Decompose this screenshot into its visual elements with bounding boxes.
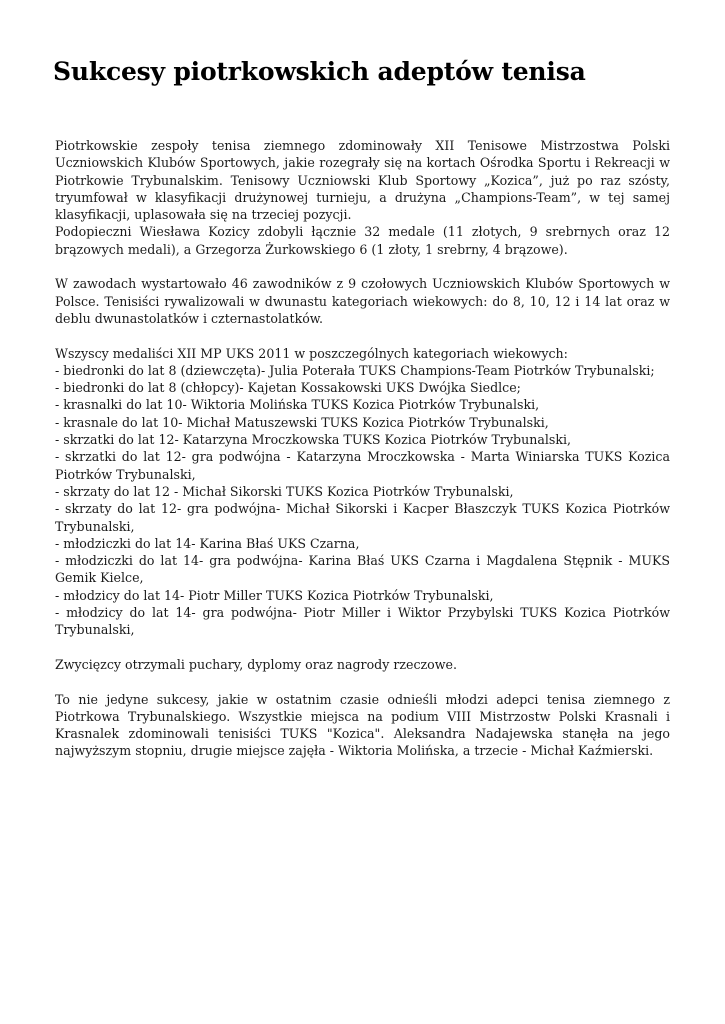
list-item: - skrzatki do lat 12- gra podwójna - Katarzyna Mroczkowska - Marta Winiarska TUKS Kozica Piotrków Trybunalski, [55,449,670,482]
paragraph-participants: W zawodach wystartowało 46 zawodników z 9 czołowych Uczniowskich Klubów Sportowych w Polsce. Tenisiści rywalizowali w dwunastu kategoriach wiekowych: do 8, 10, 12 i 14 lat oraz w deblu dwunastolatków i czternastolatków. [55,276,670,326]
paragraph-intro: Piotrkowskie zespoły tenisa ziemnego zdominowały XII Tenisowe Mistrzostwa Polski Uczniowskich Klubów Sportowych, jakie rozegrały się na kortach Ośrodka Sportu i Rekreacji w Piotrkowie Trybunalskim. Tenisowy Uczniowski Klub Sportowy „Kozica”, już po raz szósty, tryumfował w klasyfikacji drużynowej turnieju, a drużyna „Champions-Team”, w tej samej klasyfikacji, uplasowała się na trzeciej pozycji. [55,138,670,223]
medalists-list [55,362,670,639]
list-item: - młodziczki do lat 14- Karina Błaś UKS Czarna, [55,535,360,551]
paragraph-gap [55,673,670,690]
list-item: - biedronki do lat 8 (dziewczęta)- Julia Poterała TUKS Champions-Team Piotrków Trybunalski; [55,362,655,378]
list-item: - krasnale do lat 10- Michał Matuszewski TUKS Kozica Piotrków Trybunalski, [55,414,549,430]
list-item: - młodzicy do lat 14- Piotr Miller TUKS Kozica Piotrków Trybunalski, [55,587,494,603]
list-item: - skrzatki do lat 12- Katarzyna Mroczkowska TUKS Kozica Piotrków Trybunalski, [55,432,572,448]
list-item: - skrzaty do lat 12 - Michał Sikorski TUKS Kozica Piotrków Trybunalski, [55,483,514,499]
list-item: - biedronki do lat 8 (chłopcy)- Kajetan Kossakowski UKS Dwójka Siedlce; [55,380,521,396]
list-item: - krasnalki do lat 10- Wiktoria Molińska TUKS Kozica Piotrków Trybunalski, [55,397,540,413]
paragraph-other-successes: To nie jedyne sukcesy, jakie w ostatnim czasie odnieśli młodzi adepci tenisa ziemnego z Piotrkowa Trybunalskiego. Wszystkie miejsca na podium VIII Mistrzostw Polski Krasnali i Krasnalek zdominowali tenisiści TUKS "Kozica". Aleksandra Nadajewska stanęła na jego najwyższym stopniu, drugie miejsce zajęła - Wiktoria Molińska, a trzecie - Michał Kaźmierski. [55,691,670,759]
paragraph-gap [55,258,670,275]
paragraph-gap [55,639,670,656]
list-item: - młodziczki do lat 14- gra podwójna- Karina Błaś UKS Czarna i Magdalena Stępnik - MUKS Gemik Kielce, [55,553,670,586]
paragraph-prizes: Zwycięzcy otrzymali puchary, dyplomy oraz nagrody rzeczowe. [55,656,457,672]
list-item: - młodzicy do lat 14- gra podwójna- Piotr Miller i Wiktor Przybylski TUKS Kozica Piotrków Trybunalski, [55,605,670,638]
paragraph-medals-summary: Podopieczni Wiesława Kozicy zdobyli łącznie 32 medale (11 złotych, 9 srebrnych oraz 12 brązowych medali), a Grzegorza Żurkowskiego 6 (1 złoty, 1 srebrny, 4 brązowe). [55,224,670,257]
article-body [55,137,670,760]
list-item: - skrzaty do lat 12- gra podwójna- Michał Sikorski i Kacper Błaszczyk TUKS Kozica Piotrków Trybunalski, [55,501,670,534]
medalists-list-intro: Wszyscy medaliści XII MP UKS 2011 w poszczególnych kategoriach wiekowych: [55,345,568,361]
paragraph-gap [55,327,670,344]
page-title: Sukcesy piotrkowskich adeptów tenisa [53,57,586,86]
